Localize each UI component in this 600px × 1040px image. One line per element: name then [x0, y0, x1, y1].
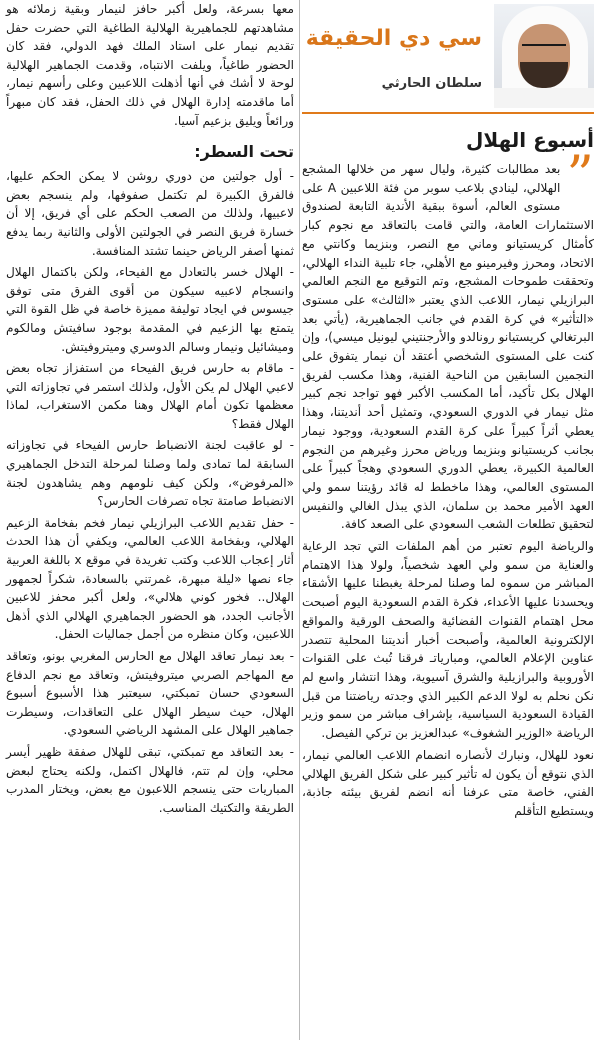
paragraph: والرياضة اليوم تعتبر من أهم الملفات التي تجد الرعاية والعناية من سمو ولي العهد شخصياً، ولولا هذا الاهتمام المباشر من سموه لما وصلنا لمرحلة يغبطنا عليها الأشقاء ويحسدنا عليها الأعداء، فكرة القدم السعودية اليوم أصبحت محل اهتمام القنوات الفضائية والصحف الورقية والمواقع الإلكترونية العالمية، وأصبحت أخبار أنديتنا المحلية تتصدر عناوين الإعلام العالمي، ومبارياتـ فرقنا تُبث على القنوات الأوروبية والبرازيلية والشرق آسيوية، وهذا انتشار واسع لم نكن نحلم به لولا الدعم الكبير الذي وجدته رياضتنا من قبل القيادة السعودية السياسية، بإشراف مباشر من سمو وزير الرياضة «الوزير الشغوف» عبدالعزيز بن تركي الفيصل.	[302, 539, 594, 741]
bullet-point: - حفل تقديم اللاعب البرازيلي نيمار فخم بفخامة الزعيم الهلالي، وبفخامة اللاعب العالمي، ويكفي أن هذا الحدث أثار إعجاب اللاعب وكتب تغريدة في موقع x باللغة العربية جاء نصها «ليلة مبهرة، غمرتني بالسعادة، شكراً لجمهور الهلال.. فخور كوني هلالي»، ولعل أكبر محفز للاعبين الأجانب الجدد، هو الحضور الجماهيري الهلالي الذي أذهل اللاعبين، وكان منظره من أجمل جماليات الحفل.	[6, 515, 294, 642]
quote-mark-icon: ”	[566, 144, 594, 207]
author-name: سلطان الحارثي	[381, 76, 482, 91]
column-divider	[299, 0, 300, 1040]
bullet-point: - الهلال خسر بالتعادل مع الفيحاء، ولكن باكتمال الهلال وانسجام لاعبيه سيكون من أقوى الفرق متى توفق جيسوس في ايجاد توليفة مميزة خاصة في ظل القوة التي يتمتع بها الزعيم في المقدمة بوجود سافيتش ومالكوم وميشائيل ونيمار وسالم الدوسري وميتروفيتش.	[6, 265, 294, 354]
paragraph: نعود للهلال، ونبارك لأنصاره انضمام اللاعب العالمي نيمار، الذي نتوقع أن يكون له تأثير كبير على شكل الفريق الهلالي الفني، خاصة متى عرفنا أنه انضم لفريق بيئته جاذبة، ويستطيع التأقلم	[302, 747, 594, 818]
author-photo	[494, 4, 594, 108]
section-subhead: تحت السطر:	[194, 142, 294, 162]
bullet-point: - لو عاقبت لجنة الانضباط حارس الفيحاء في تجاوزاته السابقة لما تمادى ولما وصلنا لمرحلة التدخل الجماهيري «المرفوض»، ولكن كيف نلومهم وهم يشاهدون لجنة الانضباط صامتة تجاه تصرفات الحارس؟	[6, 438, 294, 509]
bullet-point: - بعد نيمار تعاقد الهلال مع الحارس المغربي بونو، وتعاقد مع المهاجم الصربي ميتروفيتش، وتعاقد مع نجم الدفاع السعودي حسان تمبكتي، سيعتبر هذا الأسبوع أسبوع الهلال، حيث سيطر الهلال على التعاقدات، وسيطرت جماهير الهلال على المشهد الرياضي السعودي.	[6, 649, 294, 738]
bullet-point: - أول جولتين من دوري روشن لا يمكن الحكم عليها، فالفرق الكبيرة لم تكتمل صفوفها، ولم ينسجم بعض لاعبيها، ولذلك من الصعب الحكم على أي فريق، إلا أن خسارة فريق النصر في الجولتين الأولى والثانية ربما يدفع ثمنها أصفر الرياض حينما تشتد المنافسة.	[6, 169, 294, 258]
bullet-point: - بعد التعاقد مع تمبكتي، تبقى للهلال صفقة ظهير أيسر محلي، وإن لم تتم، فالهلال اكتمل، ولكنه يحتاج لبعض المباريات حتى ينسجم اللاعبون مع بعض، ويختار المدرب الطريقة والتكتيك المناسب.	[6, 744, 294, 815]
column-header	[302, 0, 594, 114]
paragraph: بعد مطالبات كثيرة، وليال سهر من خلالها المشجع الهلالي، لينادي بلاعب سوبر من فئة اللاعبين A على مستوى العالم، أسوة ببقية الأندية التابعة لصندوق الاستثمارات العامة، والتي قامت بالتعاقد مع نجوم كبار كأمثال كريستيانو وماني مع النصر، وبنزيما وكانتي مع الاتحاد، ومحرز وفيرمينو مع الأهلي، جاء تلبية النداء الهلالي، وتحققت طموحات المشجع، وتم التوقيع مع النجم العالمي البرازيلي نيمار، اللاعب الذي يعتبر «الثالث» على مستوى «التأثير» في كرة القدم في جانب الجماهيرية، (يأتي بعد البرتغالي كريستيانو رونالدو والأرجنتيني ليونيل ميسي)، وإن كنت على المستوى الشخصي أعتقد أن نيمار يتفوق على النجمين السابقين من الناحية الفنية، وهذا مكسب لفريق الهلال بكل تأكيد، أما المكسب الأكبر فهو تواجد نجم كبير مثل نيمار في الدوري السعودي، وتمثيل أحد أنديتنا، وهذا يعطي أثراً كبيراً على كرة القدم السعودية، ووجود نيمار بجانب كريستيانو وبنزيما ورياض محرز وغيرهم من النجوم العالمية الكبيرة، يعطي الدوري السعودي وهجاً كبيراً على المستوى العالمي، وهذا ماخطط له قائد رؤيتنا سمو ولي العهد الأمير محمد بن سلمان، الذي يبذل الغالي والنفيس لتحقيق تطلعات الشعب السعودي على الصعد كافة.	[302, 162, 594, 532]
right-column	[302, 0, 594, 1040]
left-column	[6, 0, 294, 1040]
column-title: سي دي الحقيقة	[305, 26, 482, 51]
article-body-right	[302, 144, 594, 821]
article-headline: أسبوع الهلال	[466, 128, 594, 152]
bullet-point: - ماقام به حارس فريق الفيحاء من استفزاز تجاه بعض لاعبي الهلال لم يكن الأول، ولذلك استمر في تجاوزاته التي معظمها تكون أمام الهلال وهنا مكمن الاستغراب، لماذا الهلال فقط؟	[6, 361, 294, 431]
paragraph: معها بسرعة، ولعل أكبر حافز لنيمار وبقية زملائه هو مشاهدتهم للجماهيرية الهلالية الطاغية التي حضرت حفل تقديم نيمار على استاد الملك فهد الدولي، فقد كان الحضور طاغياً، ويلفت الانتباه، وقدمت الجماهير الهلالية لوحة لا أشك في أنها أذهلت اللاعبين وعلى رأسهم نيمار، أما ماقدمته إدارة الهلال في ذلك الحفل، فقد كان مبهراً ورائعاً ويليق بزعيم آسيا.	[6, 2, 294, 128]
